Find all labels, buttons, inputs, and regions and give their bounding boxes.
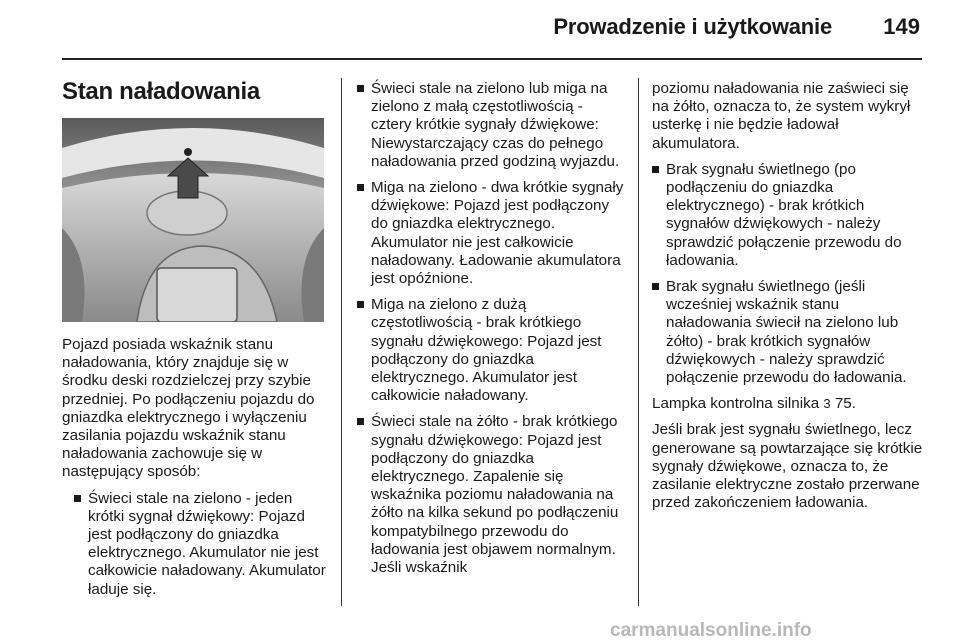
list-item xyxy=(357,179,625,288)
charge-indicator-icon xyxy=(184,148,192,156)
page-number: 149 xyxy=(883,14,920,39)
column-3 xyxy=(652,80,924,520)
section-title: Stan naładowania xyxy=(62,78,260,105)
header-title: Prowadzenie i użytkowanie xyxy=(553,14,832,39)
cross-reference xyxy=(652,395,924,413)
list-item xyxy=(652,278,924,387)
list-item-text: Brak sygnału świetlnego (jeśli wcześniej wskaźnik stanu naładowania świecił na zielono lub żółto) - brak krótkich sygnałów dźwiękowych - należy sprawdzić połączenie przewodu do ładowania. xyxy=(666,278,907,387)
list-item xyxy=(357,296,625,405)
header-divider xyxy=(62,58,922,60)
column-divider xyxy=(341,78,342,606)
intro-paragraph: Pojazd posiada wskaźnik stanu naładowania, który znajduje się w środku deski rozdzielczej przy szybie przedniej. Po podłączeniu pojazdu do gniazdka elektrycznego i wyłączeniu zasilania pojazdu wskaźnik stanu naładowania zachowuje się w następujący sposób: xyxy=(62,336,315,481)
square-bullet-icon xyxy=(357,301,364,308)
dashboard-indicator-figure xyxy=(62,118,324,322)
reference-page-link[interactable]: 75. xyxy=(834,395,856,413)
column-divider xyxy=(638,78,639,606)
list-item-text: Świeci stale na zielono - jeden krótki sygnał dźwiękowy: Pojazd jest podłączony do gniazdka elektrycznego. Akumulator nie jest całkowicie naładowany. Akumulator ładuje się. xyxy=(88,489,326,598)
square-bullet-icon xyxy=(652,283,659,290)
square-bullet-icon xyxy=(74,495,81,502)
dashboard-illustration xyxy=(62,118,324,322)
list-item-text: Świeci stale na zielono lub miga na zielono z małą częstotliwością - cztery krótkie sygnały dźwiękowe: Niewystarczający czas do pełnego naładowania przed godziną wyjazdu. xyxy=(371,80,620,170)
watermark: carmanualsonline.info xyxy=(610,620,812,641)
page-ref-arrow-icon: 3 xyxy=(823,396,831,412)
list-item xyxy=(357,80,625,171)
list-item-text: Miga na zielono z dużą częstotliwością - brak krótkiego sygnału dźwiękowego: Pojazd jest podłączony do gniazdka elektrycznego. Akumulator jest całkowicie naładowany. xyxy=(371,296,602,405)
closing-paragraph: Jeśli brak jest sygnału świetlnego, lecz generowane są powtarzające się krótkie sygnały dźwiękowe, oznacza to, że zasilanie elektryczne zostało przerwane przed zakończeniem ładowania. xyxy=(652,421,923,512)
column-1 xyxy=(62,336,330,607)
list-item xyxy=(74,490,330,599)
list-item-text: Brak sygnału świetlnego (po podłączeniu do gniazdka elektrycznego) - brak krótkich sygnałów dźwiękowych - należy sprawdzić połączenie przewodu do ładowania. xyxy=(666,160,902,269)
list-item xyxy=(357,413,625,577)
list-item xyxy=(652,161,924,270)
continuation-text: poziomu naładowania nie zaświeci się na żółto, oznacza to, że system wykrył usterkę i nie będzie ładował akumulatora. xyxy=(652,80,911,152)
square-bullet-icon xyxy=(652,166,659,173)
square-bullet-icon xyxy=(357,418,364,425)
square-bullet-icon xyxy=(357,184,364,191)
column-2 xyxy=(357,80,625,585)
list-item-text: Świeci stale na żółto - brak krótkiego sygnału dźwiękowego: Pojazd jest podłączony do gniazdka elektrycznego. Zapalenie się wskaźnika poziomu naładowania na żółto na kilka sekund po podłączeniu kompatybilnego przewodu do ładowania jest objawem normalnym. Jeśli wskaźnik xyxy=(371,413,619,577)
reference-text: Lampka kontrolna silnika xyxy=(652,395,820,413)
list-item-text: Miga na zielono - dwa krótkie sygnały dźwiękowe: Pojazd jest podłączony do gniazdka elektrycznego. Akumulator nie jest całkowicie naładowany. Ładowanie akumulatora jest opóźnione. xyxy=(371,179,624,288)
square-bullet-icon xyxy=(357,85,364,92)
